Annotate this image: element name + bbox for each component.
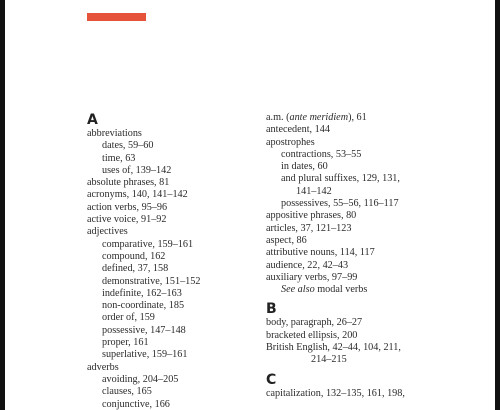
index-subentry: comparative, 159–161 bbox=[102, 238, 194, 250]
index-subentry: order of, 159 bbox=[102, 312, 155, 324]
index-entry: action verbs, 95–96 bbox=[87, 201, 168, 213]
index-entry: bracketed ellipsis, 200 bbox=[266, 329, 358, 341]
entry-italic-text: See also bbox=[281, 284, 315, 296]
index-subentry: demonstrative, 151–152 bbox=[102, 275, 201, 287]
index-subentry: uses of, 139–142 bbox=[102, 164, 172, 176]
index-column-right bbox=[266, 112, 481, 400]
index-entry: attributive nouns, 114, 117 bbox=[266, 247, 375, 259]
index-entry: appositive phrases, 80 bbox=[266, 210, 357, 222]
index-entry: auxiliary verbs, 97–99 bbox=[266, 271, 358, 283]
index-section-letter: B bbox=[266, 301, 277, 318]
index-subentry: time, 63 bbox=[102, 152, 136, 164]
entry-text-after: ), 61 bbox=[348, 112, 367, 123]
index-entry: British English, 42–44, 104, 211, bbox=[266, 342, 401, 354]
index-section-letter: A bbox=[87, 112, 98, 128]
index-column-left bbox=[87, 112, 237, 410]
index-section-letter: C bbox=[266, 371, 277, 388]
index-entry bbox=[266, 112, 481, 124]
index-entry-continuation: 214–215 bbox=[311, 354, 347, 366]
index-entry: aspect, 86 bbox=[266, 234, 307, 246]
index-subentry: indefinite, 162–163 bbox=[102, 287, 182, 299]
index-entry: antecedent, 144 bbox=[266, 124, 330, 136]
header-accent-bar bbox=[87, 13, 146, 21]
entry-text: a.m. ( bbox=[266, 112, 290, 123]
index-entry: body, paragraph, 26–27 bbox=[266, 317, 363, 329]
index-entry: audience, 22, 42–43 bbox=[266, 259, 349, 271]
index-subentry bbox=[266, 284, 481, 296]
index-subentry: defined, 37, 158 bbox=[102, 263, 169, 275]
index-entry: adverbs bbox=[87, 361, 119, 373]
index-entry: capitalization, 132–135, 161, 198, bbox=[266, 387, 405, 399]
index-subentry: and plural suffixes, 129, 131, bbox=[281, 173, 400, 185]
index-entry: active voice, 91–92 bbox=[87, 214, 167, 226]
index-entry: abbreviations bbox=[87, 128, 142, 139]
index-subentry: non-coordinate, 185 bbox=[102, 300, 185, 312]
index-subentry: compound, 162 bbox=[102, 250, 166, 262]
index-subentry: proper, 161 bbox=[102, 337, 149, 349]
index-subentry: avoiding, 204–205 bbox=[102, 373, 179, 385]
index-subentry: contractions, 53–55 bbox=[281, 148, 362, 160]
index-subentry: possessive, 147–148 bbox=[102, 324, 186, 336]
index-entry: articles, 37, 121–123 bbox=[266, 222, 352, 234]
index-subentry: clauses, 165 bbox=[102, 386, 152, 398]
index-entry: adjectives bbox=[87, 226, 128, 238]
index-subentry: in dates, 60 bbox=[281, 161, 328, 173]
index-entry-continuation: 141–142 bbox=[296, 185, 332, 197]
index-entry: acronyms, 140, 141–142 bbox=[87, 189, 188, 201]
entry-italic-text: ante meridiem bbox=[289, 112, 349, 123]
index-entry: apostrophes bbox=[266, 136, 315, 148]
index-subentry: dates, 59–60 bbox=[102, 140, 154, 152]
index-entry: absolute phrases, 81 bbox=[87, 177, 170, 189]
entry-text-after: modal verbs bbox=[314, 284, 368, 296]
index-subentry: conjunctive, 166 bbox=[102, 398, 170, 410]
index-subentry: superlative, 159–161 bbox=[102, 349, 188, 361]
index-subentry: possessives, 55–56, 116–117 bbox=[281, 198, 399, 210]
